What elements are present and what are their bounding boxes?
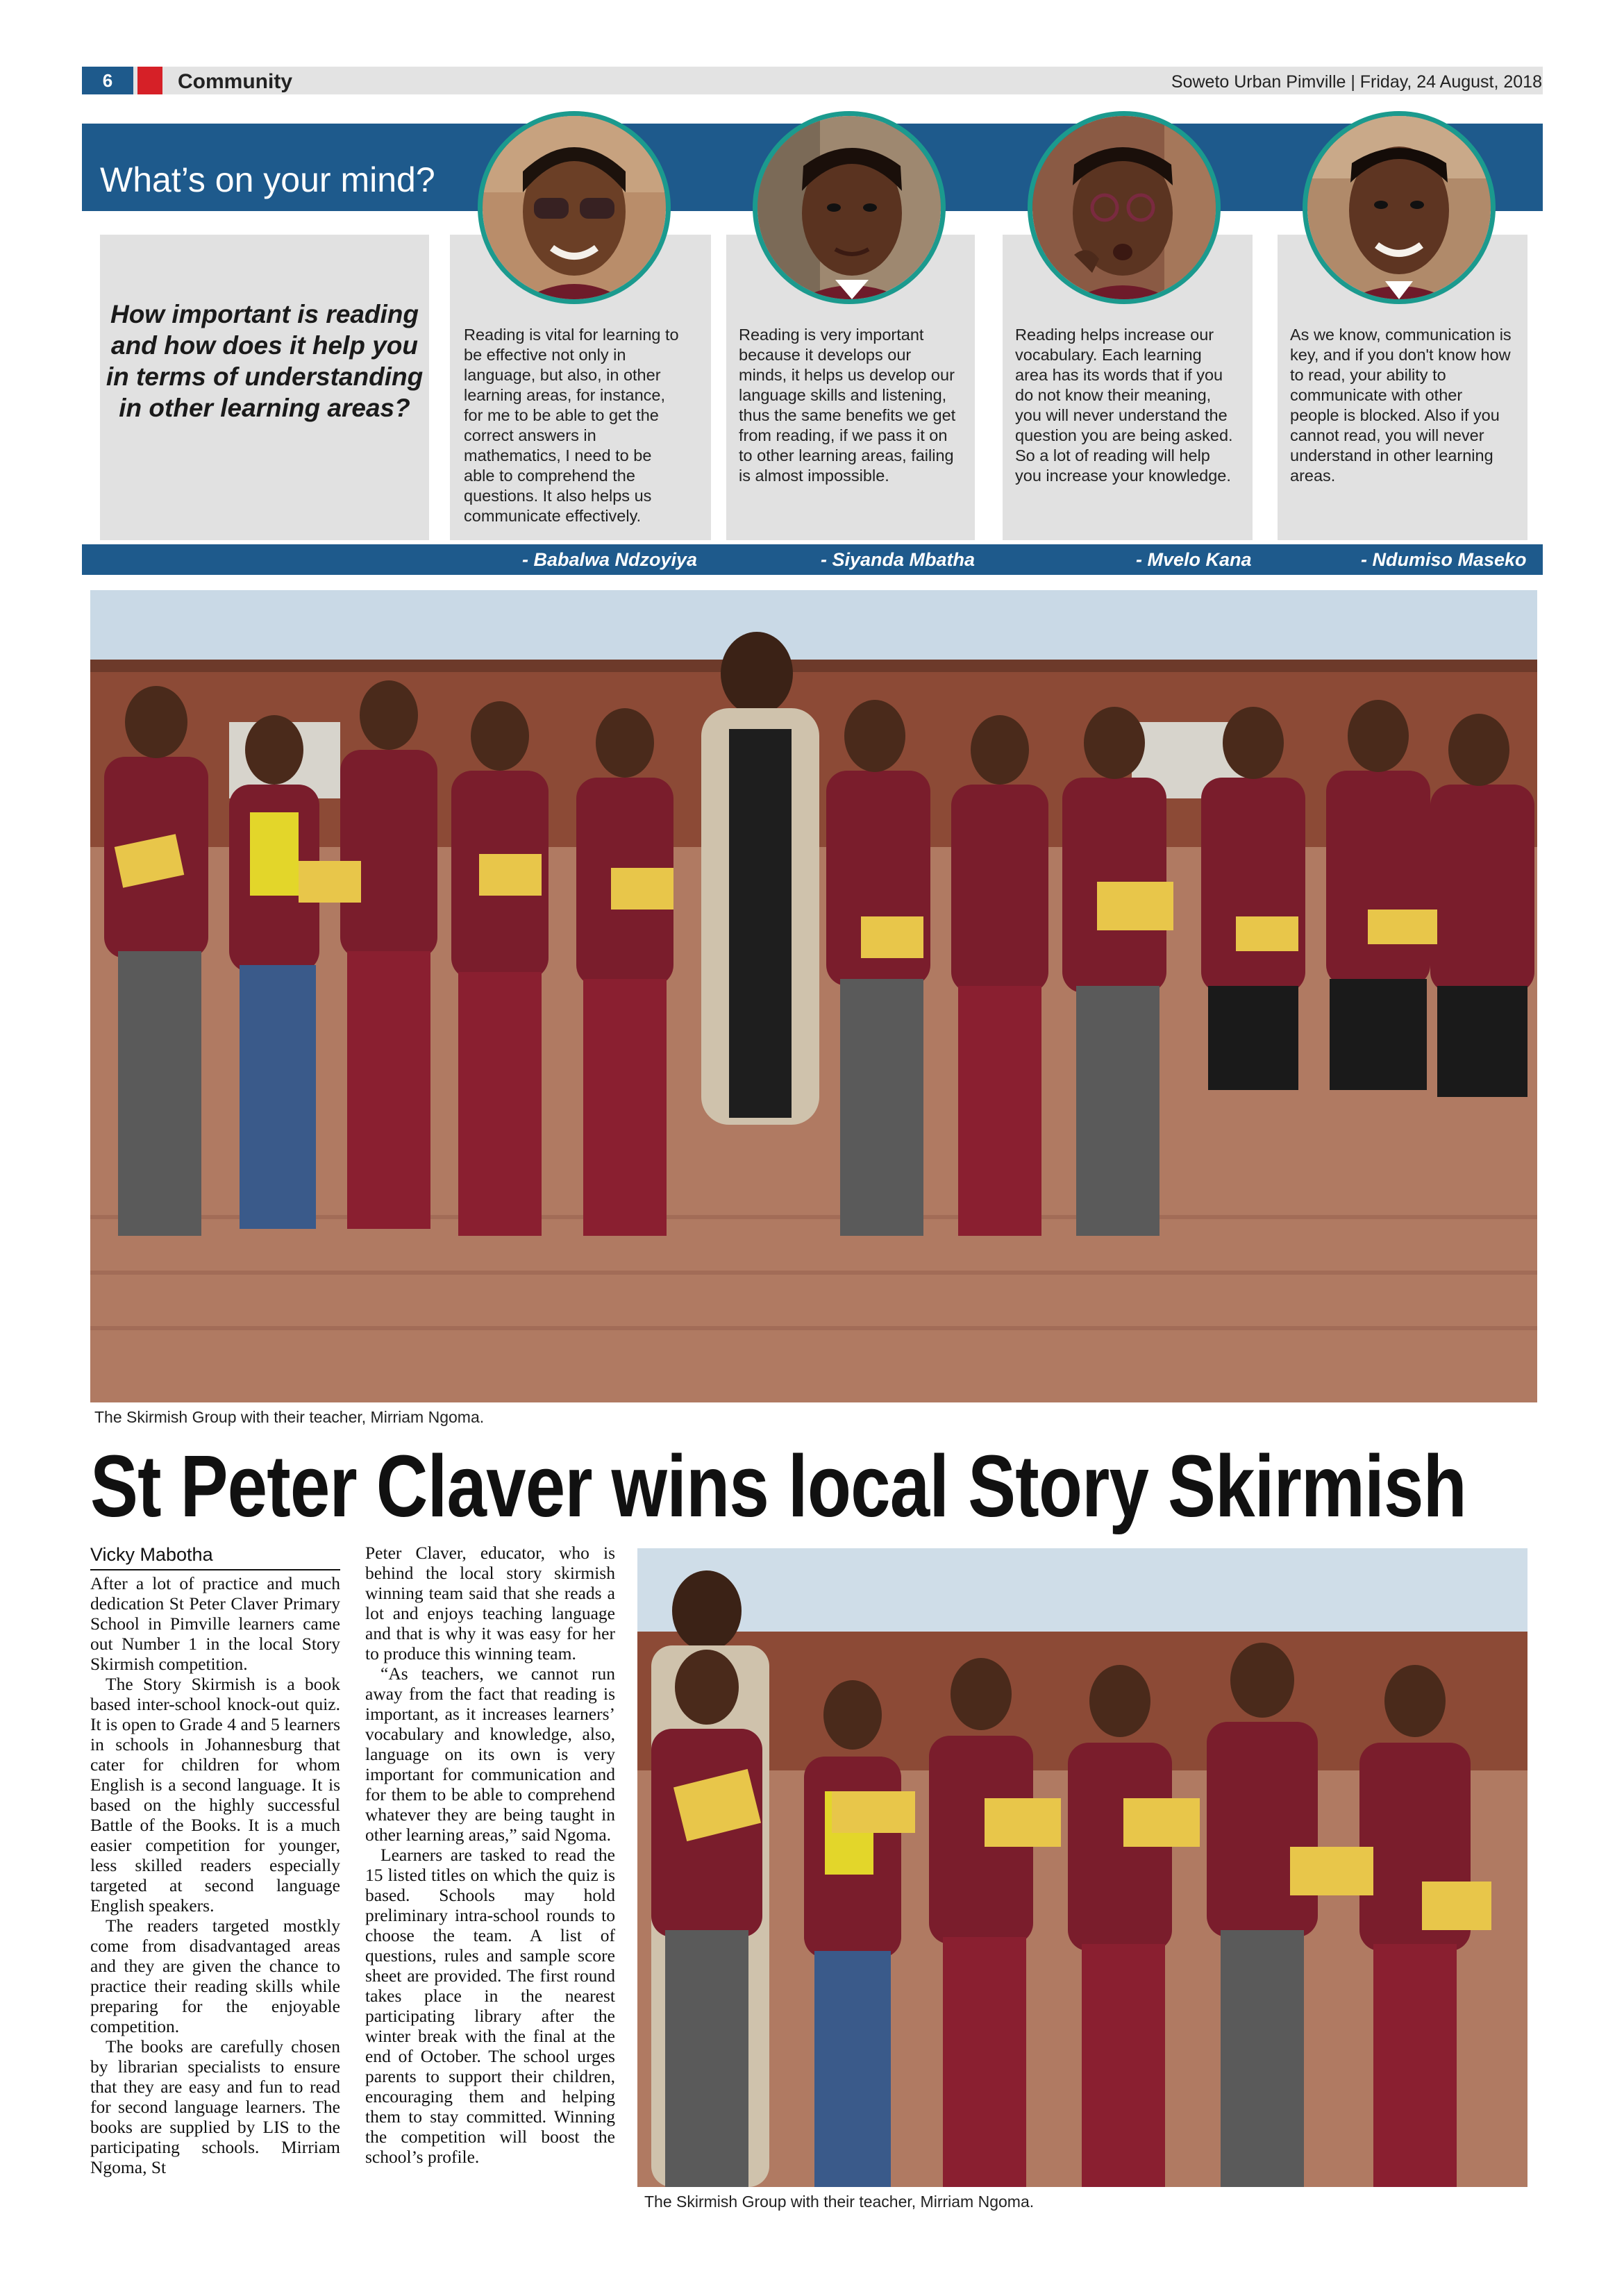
portrait-photo <box>478 111 671 304</box>
portrait-photo <box>1028 111 1221 304</box>
names-band <box>82 544 1543 575</box>
article-paragraph: “As teachers, we cannot run away from the fact that reading is important, as it increases learners’ vocabulary and knowledge, also, language on its own is very important for communication and for them to be able to comprehend whatever they are being taught in other learning areas,” said Ngoma. <box>365 1664 615 1845</box>
wom-title: What’s on your mind? <box>100 160 435 199</box>
respondent-name: - Mvelo Kana <box>1136 549 1252 570</box>
response-text: Reading helps increase our vocabulary. Each learning area has its words that if you do not know their meaning, you will never understand the question you are being asked. So a lot of reading will help you increase your knowledge. <box>1015 326 1233 485</box>
response-text: Reading is very important because it develops our minds, it helps us develop our language skills and listening, thus the same benefits we get from reading, if we pass it on to other learning areas, failing is almost impossible. <box>739 326 956 485</box>
section-marker <box>137 67 162 94</box>
portrait-illustration <box>1032 116 1216 299</box>
article-headline: St Peter Claver wins local Story Skirmish <box>90 1437 1466 1535</box>
respondent-name: - Ndumiso Maseko <box>1361 549 1527 570</box>
group-photo <box>90 590 1537 1402</box>
publication-dateline: Soweto Urban Pimville | Friday, 24 August, 2018 <box>1171 72 1542 92</box>
page-number: 6 <box>82 67 133 94</box>
article-paragraph: The readers targeted mostkly come from disadvantaged areas and they are given the chance to practice their reading skills while preparing for the enjoyable competition. <box>90 1916 340 2036</box>
article-byline: Vicky Mabotha <box>90 1544 213 1565</box>
article-column-2 <box>365 1543 615 2167</box>
section-title: Community <box>178 70 292 93</box>
respondent-name: - Siyanda Mbatha <box>821 549 976 570</box>
article-paragraph: Learners are tasked to read the 15 listed titles on which the quiz is based. Schools may hold preliminary intra-school rounds to choose the team. A list of questions, rules and sample score sheet are provided. The first round takes place in the nearest participating library after the winter break with the final at the end of October. The school urges parents to support their children, encouraging them and helping them to stay committed. Winning the competition will boost the school’s profile. <box>365 1845 615 2167</box>
article-column-1 <box>90 1573 340 2177</box>
group-photo-caption: The Skirmish Group with their teacher, Mirriam Ngoma. <box>94 1408 485 1426</box>
article-paragraph: The books are carefully chosen by librarian specialists to ensure that they are easy and fun to read for second language learners. The books are supplied by LIS to the participating schools. Mirriam Ngoma, St <box>90 2036 340 2177</box>
response-text: Reading is vital for learning to be effective not only in language, but also, in other learning areas, for instance, for me to be able to get the correct answers in mathematics, I need to be able to comprehend the questions. It also helps us communicate effectively. <box>464 326 679 525</box>
group-photo-illustration <box>90 590 1537 1402</box>
article-photo <box>637 1548 1527 2187</box>
portrait-illustration <box>757 116 941 299</box>
article-photo-illustration <box>637 1548 1527 2187</box>
response-text: As we know, communication is key, and if you don't know how to read, your ability to communicate with other people is blocked. Also if you cannot read, you will never understand in other learning areas. <box>1290 326 1512 485</box>
article-photo-caption: The Skirmish Group with their teacher, Mirriam Ngoma. <box>644 2193 1035 2211</box>
byline-rule <box>90 1569 340 1570</box>
article-paragraph: After a lot of practice and much dedication St Peter Claver Primary School in Pimville learners came out Number 1 in the local Story Skirmish competition. <box>90 1573 340 1674</box>
article-paragraph: Peter Claver, educator, who is behind the local story skirmish winning team said that she reads a lot and enjoys teaching language and that is why it was easy for her to produce this winning team. <box>365 1543 615 1664</box>
portrait-illustration <box>483 116 666 299</box>
portrait-photo <box>1303 111 1496 304</box>
wom-question: How important is reading and how does it help you in terms of understanding in other learning areas? <box>106 300 424 422</box>
portrait-illustration <box>1307 116 1491 299</box>
portrait-photo <box>753 111 946 304</box>
respondent-name: - Babalwa Ndzoyiya <box>522 549 698 570</box>
article-paragraph: The Story Skirmish is a book based inter-school knock-out quiz. It is open to Grade 4 and 5 learners in schools in Johannesburg that cater for children for whom English is a second language. It is based on the highly successful Battle of the Books. It is a much easier competition for younger, less skilled readers especially targeted at second language English speakers. <box>90 1674 340 1916</box>
